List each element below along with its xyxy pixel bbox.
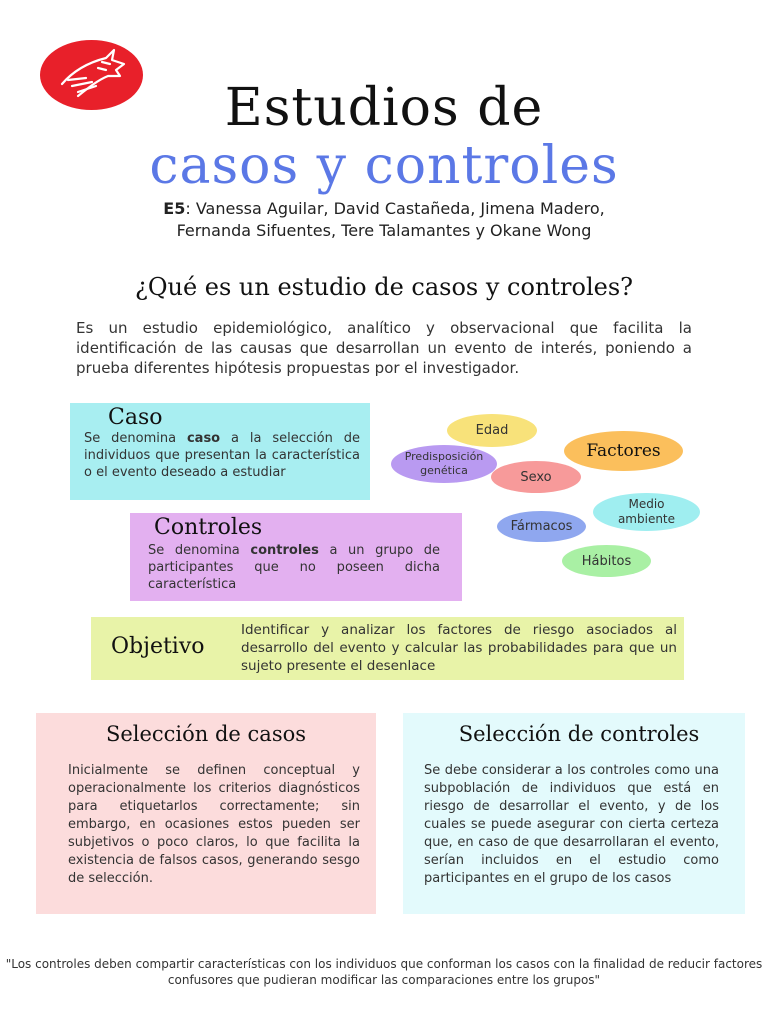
seleccion-controles-text: Se debe considerar a los controles como una subpoblación de individuos que está en riesgo de desarrollar el evento, y de los cuales se puede asegurar con cierta certeza que, en caso de que desarrollaran el evento, serían incluidos en el estudio como participantes en el grupo de los casos bbox=[424, 763, 719, 886]
caso-box bbox=[70, 403, 370, 500]
page-title-line2: casos y controles bbox=[149, 136, 619, 196]
factor-habitos: Hábitos bbox=[562, 545, 651, 577]
seleccion-casos-box bbox=[36, 713, 376, 914]
factor-predisposicion: Predisposición genética bbox=[391, 445, 497, 483]
controles-title: Controles bbox=[154, 515, 263, 540]
objetivo-box bbox=[91, 617, 684, 680]
controles-box bbox=[130, 513, 462, 601]
seleccion-controles-title: Selección de controles bbox=[458, 722, 700, 746]
authors bbox=[0, 198, 768, 242]
factor-medio-ambiente: Medio ambiente bbox=[593, 493, 700, 531]
seleccion-casos-text: Inicialmente se definen conceptual y operacionalmente los criterios diagnósticos para etiquetarlos correctamente; sin embargo, en ocasiones estos pueden ser subjetivos o poco claros, lo que facilita la existencia de falsos casos, generando sesgo de selección. bbox=[68, 763, 360, 886]
authors-line2: Fernanda Sifuentes, Tere Talamantes y Okane Wong bbox=[176, 221, 592, 240]
objetivo-text: Identificar y analizar los factores de riesgo asociados al desarrollo del evento y calcular las probabilidades para que un sujeto presente el desenlace bbox=[241, 622, 677, 674]
seleccion-controles-box bbox=[403, 713, 745, 914]
objetivo-title: Objetivo bbox=[111, 634, 205, 659]
factor-farmacos: Fármacos bbox=[497, 511, 586, 542]
authors-line1: : Vanessa Aguilar, David Castañeda, Jimena Madero, bbox=[185, 199, 605, 218]
team-label: E5 bbox=[163, 199, 186, 218]
caso-title: Caso bbox=[108, 405, 163, 430]
factor-edad: Edad bbox=[447, 414, 537, 447]
factor-sexo: Sexo bbox=[491, 461, 581, 493]
caso-text: Se denomina caso a la selección de individuos que presentan la característica o el evento deseado a estudiar bbox=[84, 431, 360, 480]
page-title-line1: Estudios de bbox=[224, 78, 544, 138]
factores-title: Factores bbox=[564, 431, 683, 471]
intro-paragraph: Es un estudio epidemiológico, analítico y observacional que facilita la identificación de las causas que desarrollan un evento de interés, poniendo a prueba diferentes hipótesis propuestas por el investigador. bbox=[76, 319, 692, 377]
seleccion-casos-title: Selección de casos bbox=[105, 722, 307, 746]
section-question: ¿Qué es un estudio de casos y controles? bbox=[134, 273, 634, 301]
footer-quote: "Los controles deben compartir características con los individuos que conforman los casos con la finalidad de reducir factores confusores que pudieran modificar las comparaciones entre los grupos" bbox=[5, 957, 763, 987]
controles-text: Se denomina controles a un grupo de participantes que no poseen dicha característica bbox=[148, 543, 440, 592]
